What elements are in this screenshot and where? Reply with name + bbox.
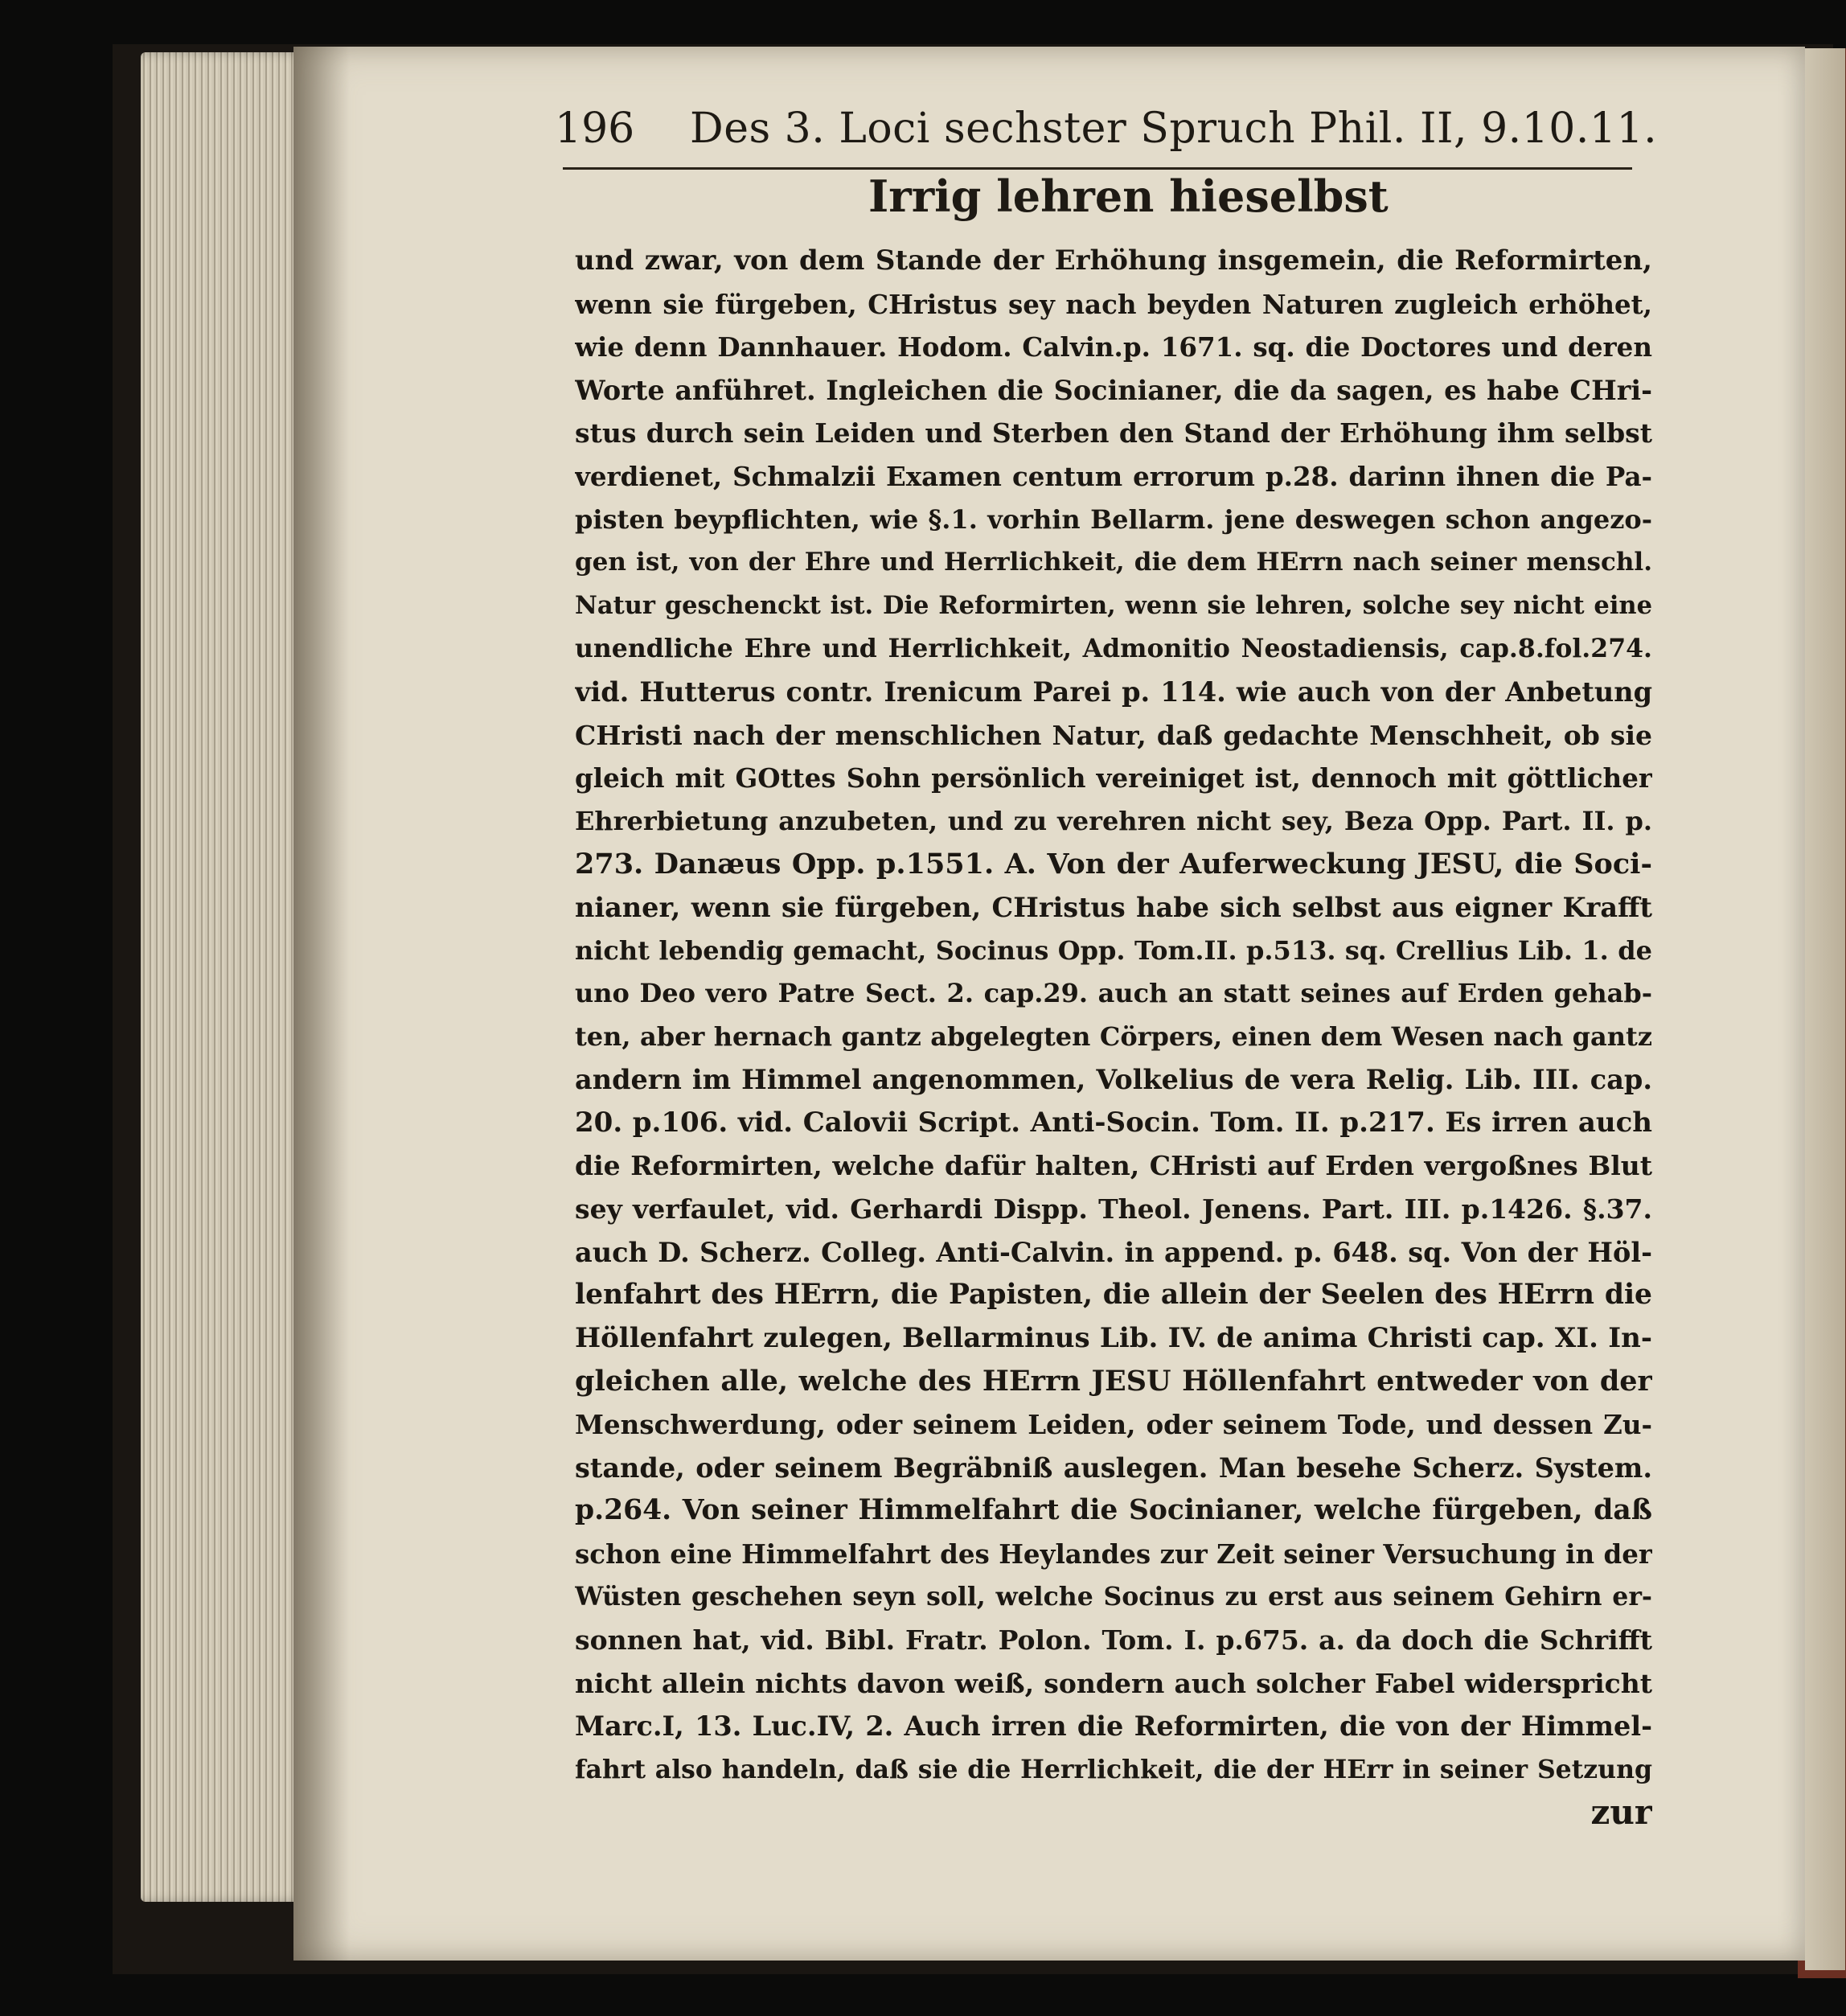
gutter-shadow <box>293 47 350 1961</box>
text-line: uno Deo vero Patre Sect. 2. cap.29. auch an statt seines auf Erden gehab- <box>575 978 1652 1009</box>
page-edges-stack <box>141 52 310 1902</box>
text-line: die Reformirten, welche dafür halten, CHristi auf Erden vergoßnes Blut <box>575 1150 1652 1182</box>
text-line: und zwar, von dem Stande der Erhöhung insgemein, die Reformirten, <box>575 244 1652 277</box>
text-line: unendliche Ehre und Herrlichkeit, Admonitio Neostadiensis, cap.8.fol.274. <box>575 634 1652 664</box>
text-line: andern im Himmel angenommen, Volkelius de vera Relig. Lib. III. cap. <box>575 1064 1652 1096</box>
text-line: fahrt also handeln, daß sie die Herrlichkeit, die der HErr in seiner Setzung <box>575 1754 1652 1784</box>
text-line: wie denn Dannhauer. Hodom. Calvin.p. 1671. sq. die Doctores und deren <box>575 331 1652 363</box>
text-line: Marc.I, 13. Luc.IV, 2. Auch irren die Reformirten, die von der Himmel- <box>575 1710 1652 1743</box>
text-line: sonnen hat, vid. Bibl. Fratr. Polon. Tom. I. p.675. a. da doch die Schrifft <box>575 1624 1652 1656</box>
text-line: schon eine Himmelfahrt des Heylandes zur Zeit seiner Versuchung in der <box>575 1538 1652 1570</box>
page-number: 196 <box>555 105 635 153</box>
text-line: Natur geschenckt ist. Die Reformirten, wenn sie lehren, solche sey nicht eine <box>575 590 1652 620</box>
text-line: pisten beypflichten, wie §.1. vorhin Bellarm. jene deswegen schon angezo- <box>575 503 1652 535</box>
text-line: Ehrerbietung anzubeten, und zu verehren nicht sey, Beza Opp. Part. II. p. <box>575 805 1652 836</box>
running-head: Des 3. Loci sechster Spruch Phil. II, 9.10.11. <box>690 105 1658 153</box>
text-line: verdienet, Schmalzii Examen centum errorum p.28. darinn ihnen die Pa- <box>575 460 1652 492</box>
text-line: 273. Danæus Opp. p.1551. A. Von der Auferweckung JESU, die Soci- <box>575 848 1652 881</box>
catchword: zur <box>1590 1792 1652 1833</box>
text-line: gleich mit GOttes Sohn persönlich vereiniget ist, dennoch mit göttlicher <box>575 762 1652 794</box>
page-header <box>555 98 1656 170</box>
text-line: gen ist, von der Ehre und Herrlichkeit, die dem HErrn nach seiner menschl. <box>575 548 1652 577</box>
text-line: gleichen alle, welche des HErrn JESU Höllenfahrt entweder von der <box>575 1365 1652 1398</box>
body-text <box>575 240 1652 1834</box>
text-line: wenn sie fürgeben, CHristus sey nach beyden Naturen zugleich erhöhet, <box>575 288 1652 320</box>
text-line: Wüsten geschehen seyn soll, welche Socinus zu erst aus seinem Gehirn er- <box>575 1582 1652 1612</box>
text-line: p.264. Von seiner Himmelfahrt die Socinianer, welche fürgeben, daß <box>575 1494 1652 1527</box>
text-line: auch D. Scherz. Colleg. Anti-Calvin. in append. p. 648. sq. Von der Höl- <box>575 1236 1652 1268</box>
text-line: stus durch sein Leiden und Sterben den Stand der Erhöhung ihm selbst <box>575 417 1652 450</box>
text-line: nianer, wenn sie fürgeben, CHristus habe sich selbst aus eigner Krafft <box>575 891 1652 923</box>
section-title: Irrig lehren hieselbst <box>868 170 1389 222</box>
text-line: Worte anführet. Ingleichen die Socinianer, die da sagen, es habe CHri- <box>575 374 1652 406</box>
text-line: ten, aber hernach gantz abgelegten Cörpers, einen dem Wesen nach gantz <box>575 1020 1652 1052</box>
text-line: stande, oder seinem Begräbniß auslegen. Man besehe Scherz. System. <box>575 1451 1652 1484</box>
text-line: nicht lebendig gemacht, Socinus Opp. Tom.II. p.513. sq. Crellius Lib. 1. de <box>575 934 1652 966</box>
text-line: nicht allein nichts davon weiß, sondern auch solcher Fabel widerspricht <box>575 1667 1652 1699</box>
text-line: vid. Hutterus contr. Irenicum Parei p. 114. wie auch von der Anbetung <box>575 675 1652 708</box>
header-rule <box>563 167 1632 170</box>
text-line: 20. p.106. vid. Calovii Script. Anti-Socin. Tom. II. p.217. Es irren auch <box>575 1106 1652 1139</box>
text-line: Höllenfahrt zulegen, Bellarminus Lib. IV. de anima Christi cap. XI. In- <box>575 1321 1652 1354</box>
facing-page-edge <box>1805 48 1845 1970</box>
text-line: sey verfaulet, vid. Gerhardi Dispp. Theol. Jenens. Part. III. p.1426. §.37. <box>575 1193 1652 1226</box>
text-line: Menschwerdung, oder seinem Leiden, oder seinem Tode, und dessen Zu- <box>575 1409 1652 1441</box>
text-line: lenfahrt des HErrn, die Papisten, die allein der Seelen des HErrn die <box>575 1279 1652 1312</box>
text-line: CHristi nach der menschlichen Natur, daß gedachte Menschheit, ob sie <box>575 719 1652 751</box>
